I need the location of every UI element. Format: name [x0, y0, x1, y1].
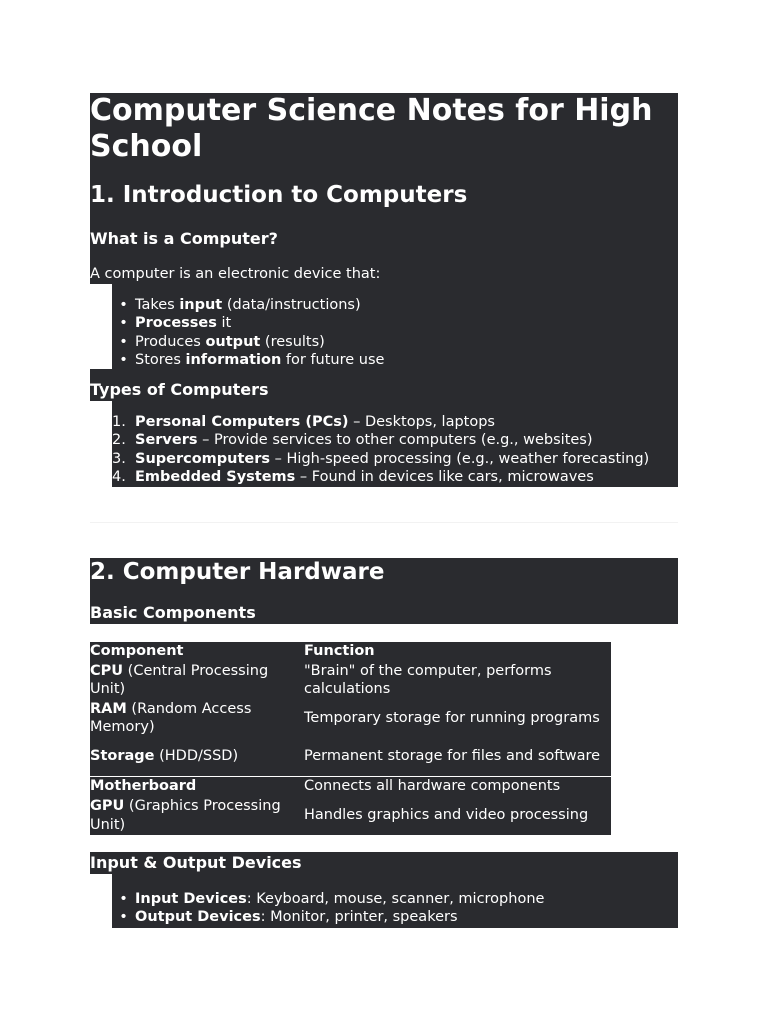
- table-row: GPU (Graphics Processing Unit) Handles graphics and video processing: [90, 798, 589, 833]
- document-title: Computer Science Notes for High School: [90, 93, 678, 165]
- list-item: • Takes input (data/instructions): [119, 297, 361, 313]
- list-item: • Input Devices: Keyboard, mouse, scanner, microphone: [119, 891, 545, 907]
- table-header-function: Function: [304, 643, 375, 660]
- list-item: 4. Embedded Systems – Found in devices like cars, microwaves: [112, 469, 594, 486]
- io-devices-list: [112, 890, 678, 928]
- list-item: 3. Supercomputers – High-speed processing (e.g., weather forecasting): [112, 450, 650, 467]
- section-divider: [90, 522, 678, 523]
- subheading-io-devices: Input & Output Devices: [90, 852, 678, 874]
- list-item: • Output Devices: Monitor, printer, speakers: [119, 909, 458, 926]
- list-item: • Stores information for future use: [119, 351, 385, 368]
- list-item: • Produces output (results): [119, 333, 325, 350]
- section-heading-hardware: 2. Computer Hardware: [90, 558, 678, 586]
- table-row: Motherboard Connects all hardware components: [90, 777, 611, 797]
- components-table: [90, 642, 611, 835]
- table-row: Storage (HDD/SSD) Permanent storage for files and software: [90, 748, 601, 765]
- subheading-what-is-computer: What is a Computer?: [90, 228, 678, 250]
- list-item: • Processes it: [119, 315, 232, 332]
- section-hardware: [90, 558, 678, 624]
- table-header-component: Component: [90, 643, 184, 660]
- computer-functions-list: [112, 296, 678, 369]
- computer-types-list: [112, 413, 678, 487]
- intro-paragraph: A computer is an electronic device that:: [90, 264, 678, 284]
- list-item: 1. Personal Computers (PCs) – Desktops, laptops: [112, 414, 495, 431]
- section-heading-introduction: 1. Introduction to Computers: [90, 181, 678, 209]
- section-io-devices: [90, 852, 678, 928]
- subheading-types-of-computers: Types of Computers: [90, 379, 678, 401]
- section-introduction: [90, 93, 678, 487]
- table-row: RAM (Random Access Memory) Temporary storage for running programs: [90, 700, 600, 735]
- subheading-basic-components: Basic Components: [90, 602, 678, 624]
- table-row: CPU (Central Processing Unit) "Brain" of the computer, performs calculations: [90, 662, 552, 697]
- list-item: 2. Servers – Provide services to other computers (e.g., websites): [112, 432, 593, 449]
- table-header-row: [90, 642, 611, 661]
